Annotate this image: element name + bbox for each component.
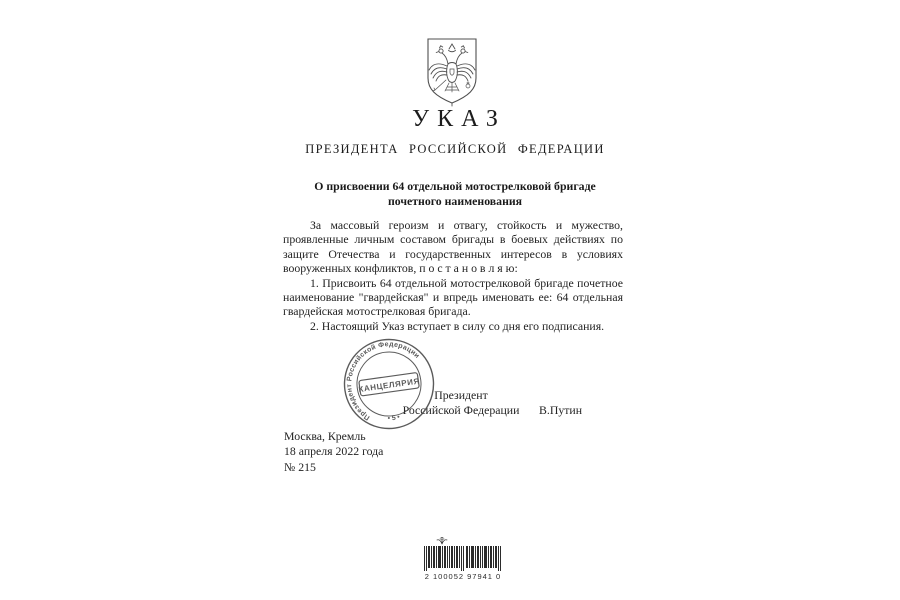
barcode-icon bbox=[424, 546, 502, 571]
chancellery-stamp-icon bbox=[335, 330, 443, 438]
footer-date: 18 апреля 2022 года bbox=[284, 444, 384, 459]
barcode-eagle-icon bbox=[435, 536, 449, 545]
decree-title: УКАЗ bbox=[412, 106, 506, 132]
paragraph-item-1: 1. Присвоить 64 отдельной мотострелковой бригаде почетное наименование "гвардейская" и впредь именовать ее: 64 отдельная гвардейская мотострелковая бригада. bbox=[283, 275, 623, 319]
footer-place: Москва, Кремль bbox=[284, 429, 366, 443]
decree-heading-line2: почетного наименования bbox=[387, 194, 523, 208]
signature-title-line1: Президент bbox=[434, 388, 488, 402]
coat-of-arms-icon bbox=[423, 37, 481, 107]
decree-heading-line1: О присвоении 64 отдельной мотострелковой бригаде bbox=[314, 179, 596, 193]
paragraph-preamble: За массовый героизм и отвагу, стойкость и мужество, проявленные личным составом бригады в боевых действиях по защите Отечества и государственных интересов в условиях вооруженных конфликтов, п о с т а н о в л я ю: bbox=[283, 218, 623, 276]
footer-block bbox=[284, 429, 383, 475]
footer-number: № 215 bbox=[284, 459, 316, 474]
stamp-ring-text: Президент Российской Федерации bbox=[346, 341, 421, 422]
signature-name: В.Путин bbox=[539, 403, 583, 417]
decree-body bbox=[283, 218, 623, 333]
barcode-digits: 2 100052 97941 0 bbox=[424, 572, 502, 581]
decree-subtitle: ПРЕЗИДЕНТА РОССИЙСКОЙ ФЕДЕРАЦИИ bbox=[305, 142, 605, 156]
svg-text:• 5 • bbox=[387, 413, 402, 422]
paragraph-item-2: 2. Настоящий Указ вступает в силу со дня его подписания. bbox=[310, 318, 605, 333]
decree-heading bbox=[282, 179, 628, 209]
stamp-center-text: КАНЦЕЛЯРИЯ bbox=[357, 376, 421, 395]
stamp-bottom-text: • 5 • bbox=[387, 413, 401, 423]
barcode-block bbox=[419, 536, 507, 581]
signature-title-line2: Российской Федерации bbox=[402, 403, 520, 417]
